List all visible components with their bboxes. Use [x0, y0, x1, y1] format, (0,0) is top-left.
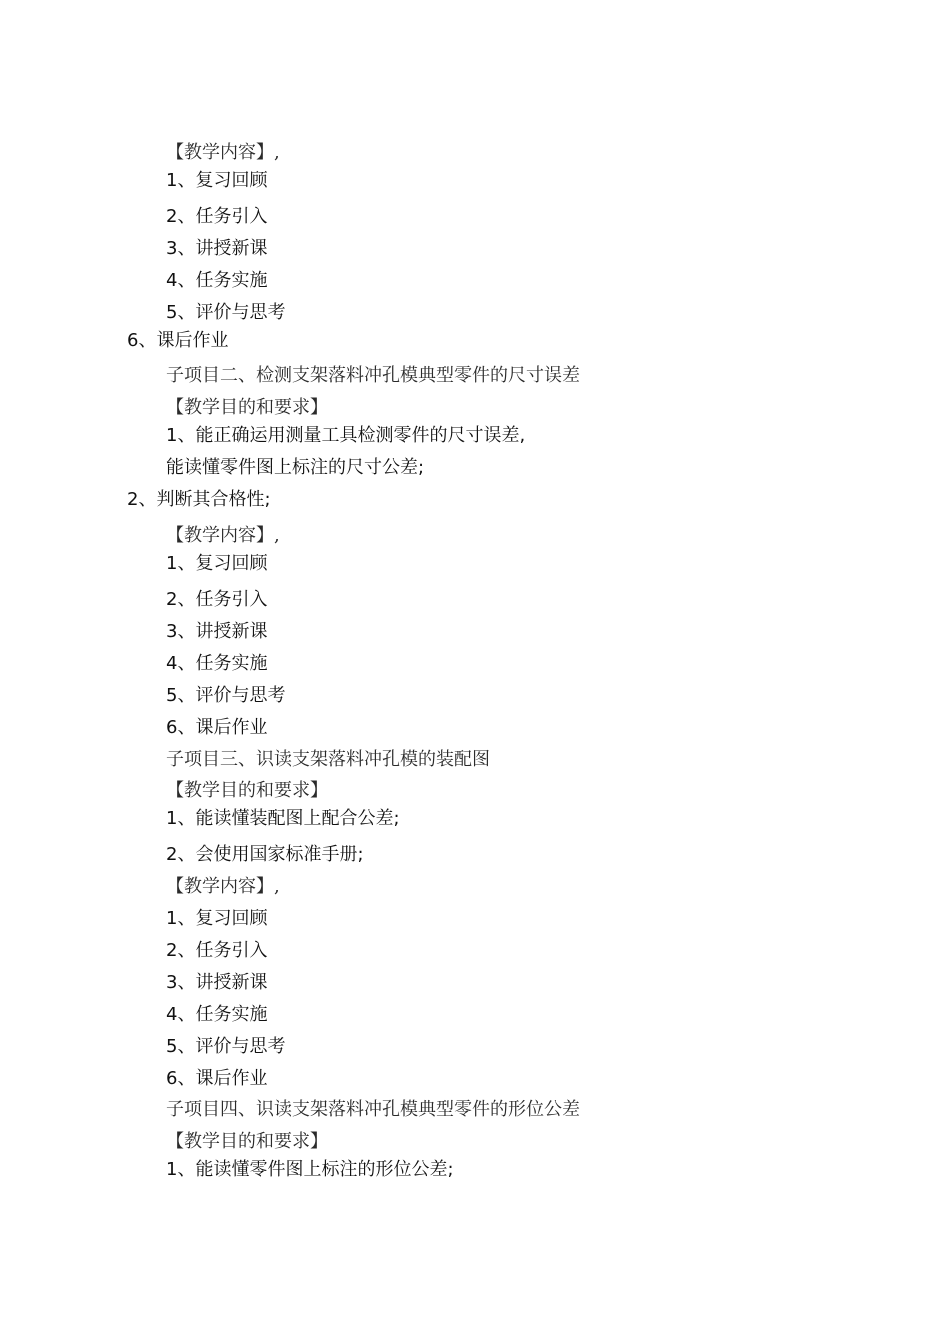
list-item: 5、评价与思考: [166, 1036, 286, 1057]
list-item: 6、课后作业: [166, 1068, 268, 1089]
list-item: 5、评价与思考: [166, 685, 286, 706]
list-item: 2、任务引入: [166, 206, 268, 227]
section-heading-objectives: 【教学目的和要求】: [166, 1131, 328, 1152]
list-item: 3、讲授新课: [166, 621, 268, 642]
list-item: 1、复习回顾: [166, 908, 268, 929]
list-item: 6、课后作业: [166, 717, 268, 738]
list-item: 1、能读懂装配图上配合公差;: [166, 808, 400, 829]
list-item: 能读懂零件图上标注的尺寸公差;: [166, 457, 425, 478]
list-item: 4、任务实施: [166, 270, 268, 291]
list-item: 5、评价与思考: [166, 302, 286, 323]
section-heading-objectives: 【教学目的和要求】: [166, 397, 328, 418]
section-heading-teaching-content: 【教学内容】,: [166, 142, 280, 163]
section-heading-teaching-content: 【教学内容】,: [166, 525, 280, 546]
subproject-title-4: 子项目四、识读支架落料冲孔模典型零件的形位公差: [166, 1099, 580, 1120]
list-item: 1、复习回顾: [166, 553, 268, 574]
list-item: 2、会使用国家标准手册;: [166, 844, 364, 865]
list-item: 4、任务实施: [166, 1004, 268, 1025]
section-heading-teaching-content: 【教学内容】,: [166, 876, 280, 897]
list-item: 3、讲授新课: [166, 972, 268, 993]
list-item: 1、能读懂零件图上标注的形位公差;: [166, 1159, 454, 1180]
section-heading-objectives: 【教学目的和要求】: [166, 780, 328, 801]
list-item: 4、任务实施: [166, 653, 268, 674]
subproject-title-3: 子项目三、识读支架落料冲孔模的装配图: [166, 749, 490, 770]
list-item: 1、能正确运用测量工具检测零件的尺寸误差,: [166, 425, 526, 446]
subproject-title-2: 子项目二、检测支架落料冲孔模典型零件的尺寸误差: [166, 365, 580, 386]
list-item: 2、任务引入: [166, 589, 268, 610]
list-item: 6、课后作业: [127, 330, 229, 351]
list-item: 3、讲授新课: [166, 238, 268, 259]
list-item: 2、任务引入: [166, 940, 268, 961]
list-item: 1、复习回顾: [166, 170, 268, 191]
list-item: 2、判断其合格性;: [127, 489, 271, 510]
